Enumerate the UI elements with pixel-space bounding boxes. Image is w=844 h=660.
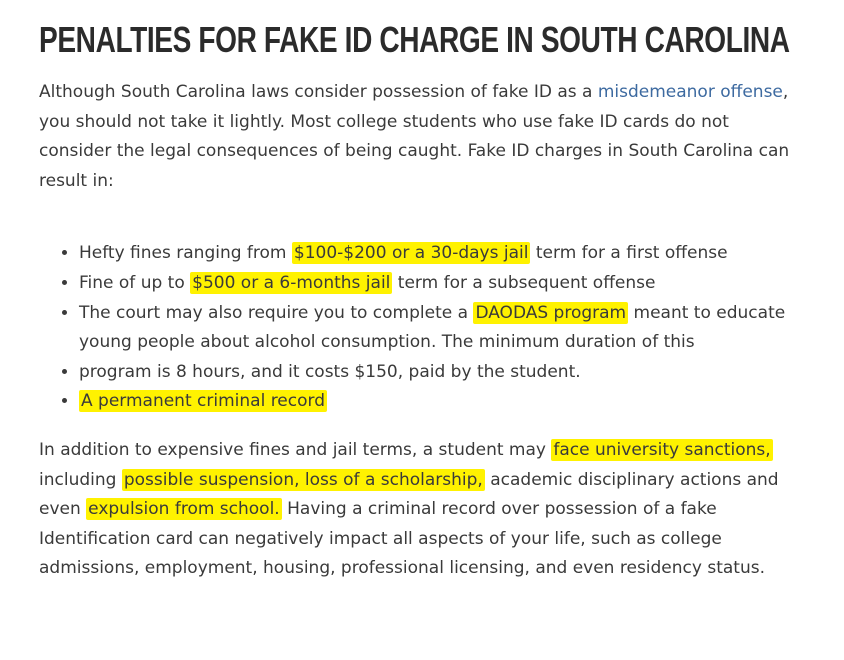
list-item (79, 358, 819, 388)
misdemeanor-offense-link[interactable]: misdemeanor offense (597, 82, 783, 102)
list-item (79, 239, 819, 269)
highlighted-text: $500 or a 6-months jail (192, 272, 391, 293)
list-item (79, 299, 819, 358)
highlighted-text: A permanent criminal record (81, 391, 325, 412)
highlighted-text: face university sanctions, (553, 439, 771, 460)
bullet-text-after: term for a first offense (530, 243, 728, 264)
highlighted-text: possible suspension, loss of a scholarship, (123, 469, 483, 490)
list-item (79, 269, 819, 299)
bullet-text-after: term for a subsequent offense (392, 272, 656, 293)
bullet-text-before: Hefty fines ranging from (79, 243, 292, 264)
closing-paragraph (39, 436, 799, 584)
bullet-text-before: program is 8 hours, and it costs $150, paid by the student. (79, 361, 581, 382)
bullet-text-before: The court may also require you to complete a (79, 302, 474, 323)
highlighted-text: DAODAS program (475, 302, 627, 323)
list-item (79, 387, 819, 417)
bullet-text-before: Fine of up to (79, 272, 191, 293)
highlighted-text: $100-$200 or a 30-days jail (293, 243, 529, 264)
intro-text-2: , you should not take it lightly. Most college students who use fake ID cards do not consider the legal consequences of being caught. Fake ID charges in South Carolina can result in: (39, 82, 790, 191)
closing-text-1: In addition to expensive fines and jail terms, a student may (39, 439, 552, 460)
penalties-list (39, 239, 819, 417)
page-title: PENALTIES FOR FAKE ID CHARGE IN SOUTH CAROLINA (39, 19, 790, 60)
article (39, 16, 799, 584)
intro-text-1: Although South Carolina laws consider possession of fake ID as a (39, 82, 598, 102)
highlighted-text: expulsion from school. (88, 499, 280, 520)
closing-text-4: Having a criminal record over possession of a fake Identification card can negatively impact all aspects of your life, such as college admissions, employment, housing, professional licensing, and even residency status. (39, 499, 765, 579)
closing-text-2: including (39, 469, 122, 490)
bullet-text-after: meant to educate young people about alcohol consumption. The minimum duration of this (79, 302, 786, 353)
intro-paragraph (39, 78, 799, 196)
closing-text-3: academic disciplinary actions and even (39, 469, 779, 520)
